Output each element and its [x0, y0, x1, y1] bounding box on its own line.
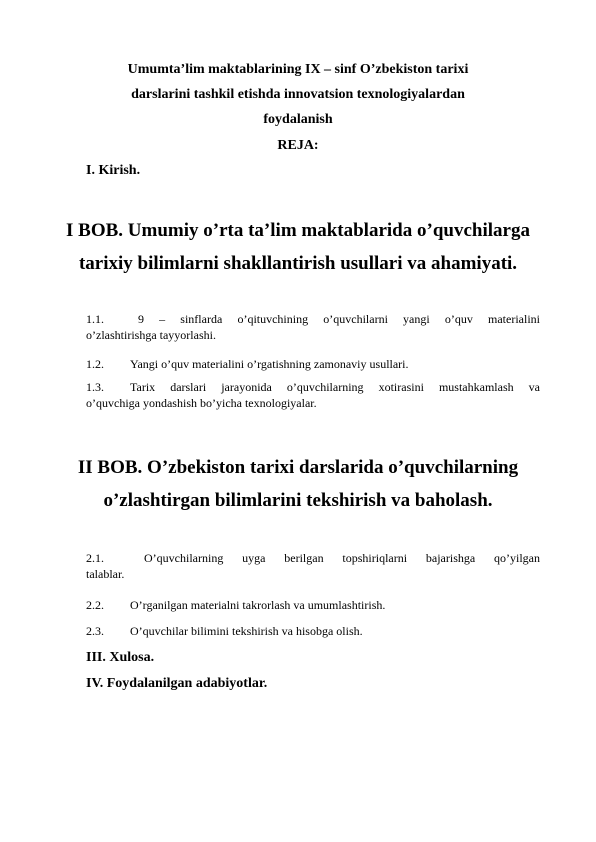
- list-item-1-2: [86, 356, 540, 372]
- item-text-line-2: o’quvchiga yondashish bo’yicha texnologiyalar.: [86, 396, 317, 410]
- chapter2-title-line-2: o’zlashtirgan bilimlarini tekshirish va baholash.: [103, 490, 493, 511]
- item-number: 1.2.: [86, 357, 104, 371]
- item-text-line-1: O’rganilgan materialni takrorlash va umumlashtirish.: [130, 598, 386, 612]
- item-text-line-1: O’quvchilarning uyga berilgan topshiriqlarni bajarishga qo’yilgan: [144, 551, 540, 565]
- intro-heading: I. Kirish.: [86, 163, 141, 178]
- list-item-1-3: [86, 379, 540, 411]
- item-number: 2.3.: [86, 624, 104, 638]
- list-item-2-3: [86, 623, 540, 639]
- item-text-line-1: Yangi o’quv materialini o’rgatishning zamonaviy usullari.: [130, 357, 409, 371]
- list-item-1-1: [86, 311, 540, 343]
- list-item-2-2: [86, 597, 540, 613]
- chapter1-title-line-1: I BOB. Umumiy o’rta ta’lim maktablarida o’quvchilarga: [66, 220, 530, 241]
- item-text-line-1: 9 – sinflarda o’qituvchining o’quvchilarni yangi o’quv materialini: [138, 312, 540, 326]
- item-text-line-1: Tarix darslari jarayonida o’quvchilarning xotirasini mustahkamlash va: [130, 380, 540, 394]
- doc-title-line-2: darslarini tashkil etishda innovatsion texnologiyalardan: [131, 87, 465, 102]
- plan-heading: REJA:: [277, 138, 319, 153]
- item-number: 1.3.: [86, 380, 104, 394]
- chapter1-title-line-2: tarixiy bilimlarni shakllantirish usullari va ahamiyati.: [78, 253, 518, 274]
- doc-title-line-3: foydalanish: [263, 112, 333, 127]
- doc-title-line-1: Umumta’lim maktablarining IX – sinf O’zbekiston tarixi: [127, 62, 469, 77]
- conclusion-heading: III. Xulosa.: [86, 650, 155, 665]
- item-text-line-1: O’quvchilar bilimini tekshirish va hisobga olish.: [130, 624, 363, 638]
- item-number: 1.1.: [86, 312, 104, 326]
- item-number: 2.2.: [86, 598, 104, 612]
- list-item-2-1: [86, 550, 540, 582]
- item-text-line-2: o’zlashtirishga tayyorlashi.: [86, 328, 216, 342]
- chapter2-title-line-1: II BOB. O’zbekiston tarixi darslarida o’quvchilarning: [77, 457, 519, 478]
- item-text-line-2: talablar.: [86, 567, 125, 581]
- references-heading: IV. Foydalanilgan adabiyotlar.: [86, 676, 268, 691]
- item-number: 2.1.: [86, 551, 104, 565]
